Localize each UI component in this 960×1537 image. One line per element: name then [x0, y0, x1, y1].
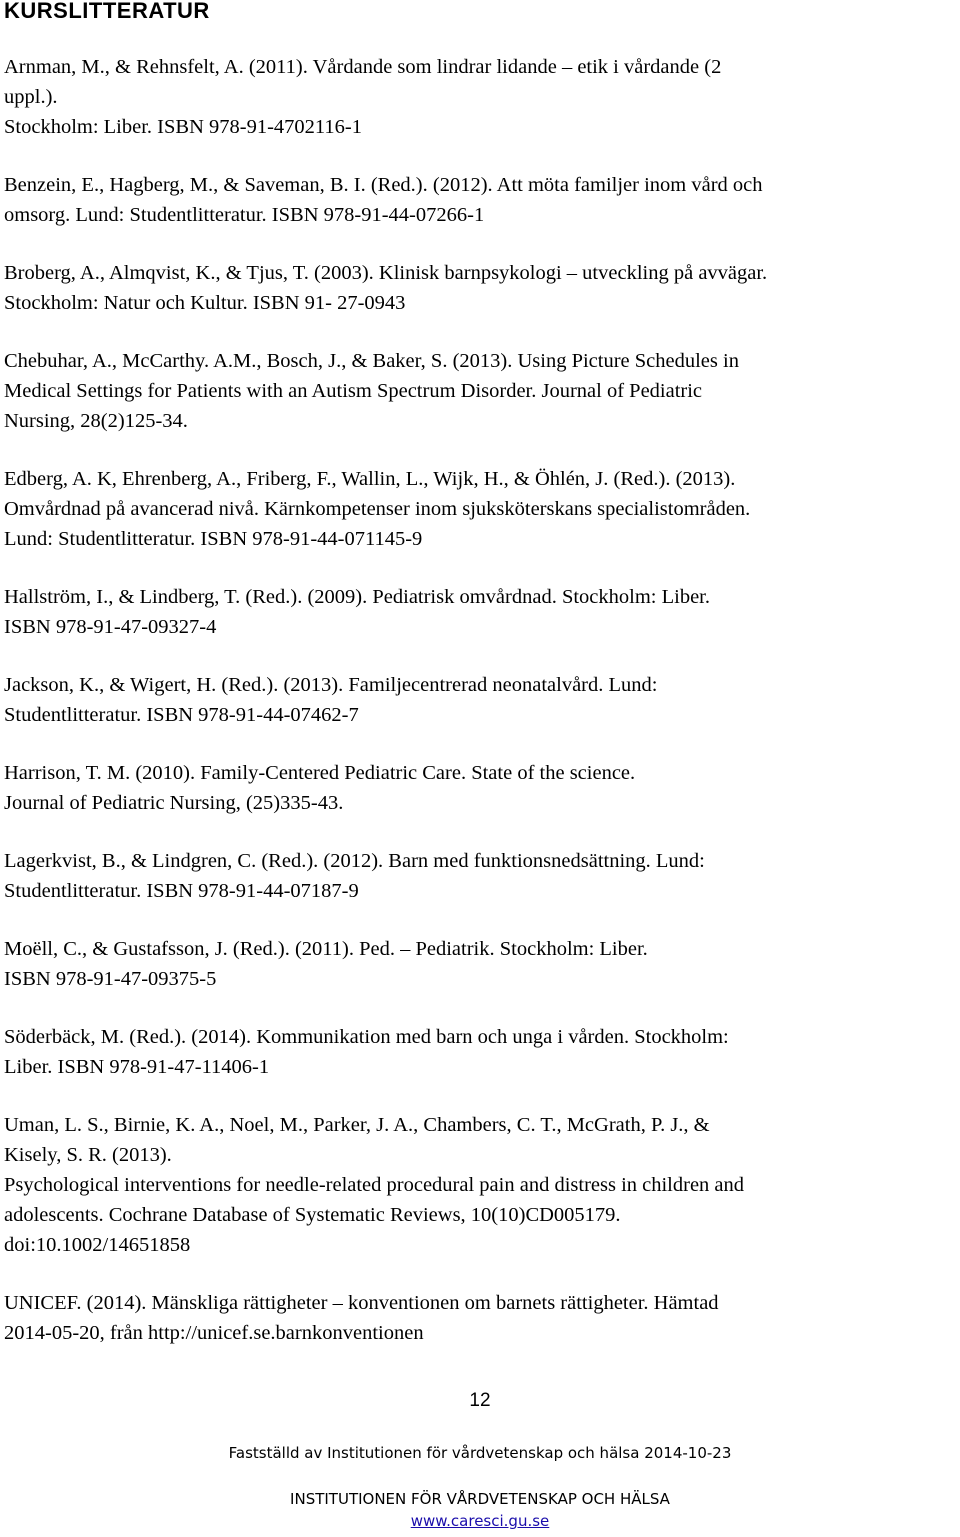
reference-line: 2014-05-20, från http://unicef.se.barnkonventionen	[4, 1322, 424, 1344]
reference-entry	[4, 464, 949, 554]
reference-line: Harrison, T. M. (2010). Family-Centered Pediatric Care. State of the science.	[4, 762, 636, 784]
reference-line: Omvårdnad på avancerad nivå. Kärnkompetenser inom sjuksköterskans specialistområden.	[4, 498, 751, 520]
reference-line: ISBN 978-91-47-09375-5	[4, 968, 217, 990]
reference-entry	[4, 582, 949, 642]
reference-line: doi:10.1002/14651858	[4, 1234, 191, 1256]
reference-line: Psychological interventions for needle-related procedural pain and distress in children and	[4, 1174, 745, 1196]
reference-entry	[4, 346, 949, 436]
reference-line: Stockholm: Natur och Kultur. ISBN 91- 27-0943	[4, 292, 406, 314]
footer-website-link[interactable]: www.caresci.gu.se	[410, 1512, 550, 1530]
reference-list	[4, 52, 949, 1376]
reference-line: Studentlitteratur. ISBN 978-91-44-07462-7	[4, 704, 359, 726]
reference-line: Söderbäck, M. (Red.). (2014). Kommunikation med barn och unga i vården. Stockholm:	[4, 1026, 729, 1048]
reference-line: omsorg. Lund: Studentlitteratur. ISBN 978-91-44-07266-1	[4, 204, 485, 226]
reference-line: Jackson, K., & Wigert, H. (Red.). (2013). Familjecentrerad neonatalvård. Lund:	[4, 674, 658, 696]
reference-entry	[4, 934, 949, 994]
reference-line: ISBN 978-91-47-09327-4	[4, 616, 217, 638]
reference-line: Lund: Studentlitteratur. ISBN 978-91-44-071145-9	[4, 528, 423, 550]
reference-line: Studentlitteratur. ISBN 978-91-44-07187-9	[4, 880, 359, 902]
reference-entry	[4, 670, 949, 730]
reference-line: Medical Settings for Patients with an Autism Spectrum Disorder. Journal of Pediatric	[4, 380, 703, 402]
reference-line: Chebuhar, A., McCarthy. A.M., Bosch, J., & Baker, S. (2013). Using Picture Schedules in	[4, 350, 739, 372]
footer-established-note: Fastställd av Institutionen för vårdvetenskap och hälsa 2014-10-23	[228, 1444, 732, 1462]
reference-entry	[4, 1288, 949, 1348]
reference-entry	[4, 846, 949, 906]
reference-line: Moëll, C., & Gustafsson, J. (Red.). (2011). Ped. – Pediatrik. Stockholm: Liber.	[4, 938, 648, 960]
reference-entry	[4, 1110, 949, 1260]
reference-line: Hallström, I., & Lindberg, T. (Red.). (2009). Pediatrisk omvårdnad. Stockholm: Liber.	[4, 586, 710, 608]
reference-line: Journal of Pediatric Nursing, (25)335-43.	[4, 792, 344, 814]
page-number: 12	[469, 1390, 491, 1411]
reference-line: Liber. ISBN 978-91-47-11406-1	[4, 1056, 270, 1078]
reference-line: Arnman, M., & Rehnsfelt, A. (2011). Vårdande som lindrar lidande – etik i vårdande (2	[4, 56, 722, 78]
reference-line: adolescents. Cochrane Database of Systematic Reviews, 10(10)CD005179.	[4, 1204, 621, 1226]
reference-entry	[4, 52, 949, 142]
reference-line: Edberg, A. K, Ehrenberg, A., Friberg, F., Wallin, L., Wijk, H., & Öhlén, J. (Red.). (2013).	[4, 468, 736, 490]
footer-institution: INSTITUTIONEN FÖR VÅRDVETENSKAP OCH HÄLSA	[290, 1490, 670, 1508]
reference-line: Uman, L. S., Birnie, K. A., Noel, M., Parker, J. A., Chambers, C. T., McGrath, P. J., &	[4, 1114, 710, 1136]
reference-line: Nursing, 28(2)125-34.	[4, 410, 188, 432]
reference-entry	[4, 258, 949, 318]
reference-line: Broberg, A., Almqvist, K., & Tjus, T. (2003). Klinisk barnpsykologi – utveckling på avvägar.	[4, 262, 768, 284]
reference-line: Kisely, S. R. (2013).	[4, 1144, 172, 1166]
reference-line: Stockholm: Liber. ISBN 978-91-4702116-1	[4, 116, 362, 138]
reference-entry	[4, 1022, 949, 1082]
page-heading: KURSLITTERATUR	[4, 0, 210, 23]
reference-entry	[4, 758, 949, 818]
reference-line: Benzein, E., Hagberg, M., & Saveman, B. I. (Red.). (2012). Att möta familjer inom vård och	[4, 174, 763, 196]
reference-line: Lagerkvist, B., & Lindgren, C. (Red.). (2012). Barn med funktionsnedsättning. Lund:	[4, 850, 705, 872]
reference-entry	[4, 170, 949, 230]
reference-line: uppl.).	[4, 86, 58, 108]
reference-line: UNICEF. (2014). Mänskliga rättigheter – konventionen om barnets rättigheter. Hämtad	[4, 1292, 719, 1314]
